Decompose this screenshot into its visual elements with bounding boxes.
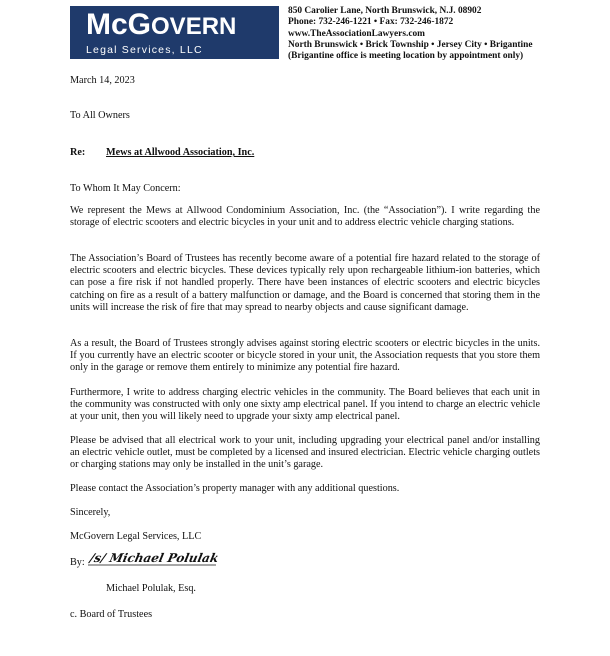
contact-block [288, 6, 588, 62]
firm-logo [70, 6, 279, 59]
paragraph-storage-advice: As a result, the Board of Trustees strongly advises against storing electric scooters or electric bicycles in the units. If you currently have an electric scooter or bicycle stored in your unit, the Association requests that you store them only in the garage or remove them entirely to minimize any potential fire hazard. [70, 338, 540, 374]
closing: Sincerely, [70, 507, 111, 518]
firm-name: McGovern Legal Services, LLC [70, 531, 202, 542]
signer-name: Michael Polulak, Esq. [106, 583, 196, 594]
paragraph-contact: Please contact the Association’s property manager with any additional questions. [70, 483, 400, 494]
paragraph-ev-charging: Furthermore, I write to address charging electric vehicles in the community. The Board believes that each unit in the community was constructed with only one sixty amp electrical panel. If you intend to charge an electric vehicle at your unit, then you will likely need to upgrade your sixty amp electrical panel. [70, 387, 540, 423]
re-label: Re: [70, 147, 86, 158]
address-line: 850 Carolier Lane, North Brunswick, N.J. 08902 [288, 6, 482, 16]
signature [88, 548, 218, 574]
recipient-line: To All Owners [70, 110, 130, 121]
phone-fax-line: Phone: 732-246-1221 • Fax: 732-246-1872 [288, 17, 454, 28]
salutation: To Whom It May Concern: [70, 183, 181, 194]
re-subject: Mews at Allwood Association, Inc. [106, 147, 255, 158]
paragraph-electrical-work: Please be advised that all electrical work to your unit, including upgrading your electrical panel and/or installing an electric vehicle outlet, must be completed by a licensed and insured electrician. Electric vehicle charging outlets or charging stations may only be installed in the unit’s garage. [70, 435, 540, 471]
by-label: By: [70, 557, 85, 568]
signature-text: /s/ Michael Polulak [88, 551, 220, 565]
office-note: (Brigantine office is meeting location by appointment only) [288, 51, 524, 62]
signature-underline-icon [88, 548, 218, 574]
paragraph-intro: We represent the Mews at Allwood Condominium Association, Inc. (the “Association”). I write regarding the storage of electric scooters and electric bicycles in your unit and to address electric vehicle charging stations. [70, 205, 540, 229]
paragraph-fire-hazard: The Association’s Board of Trustees has recently become aware of a potential fire hazard related to the storage of electric scooters and electric bicycles. These devices typically rely upon rechargeable lithium-ion batteries, which can pose a fire risk if not handled properly. There have been instances of electric scooters and electric bicycles catching on fire as a result of a battery malfunction or damage, and the Board is concerned that storing them in the units will increase the risk of fire that may spread to nearby objects and cause significant damage. [70, 253, 540, 313]
logo-name: McGOVERN [86, 8, 237, 41]
logo-subtitle: Legal Services, LLC [86, 44, 203, 56]
offices-line: North Brunswick • Brick Township • Jersey City • Brigantine [288, 39, 533, 50]
cc-line: c. Board of Trustees [70, 609, 153, 620]
website-link[interactable]: www.TheAssociationLawyers.com [288, 28, 425, 39]
letter-date: March 14, 2023 [70, 75, 135, 86]
